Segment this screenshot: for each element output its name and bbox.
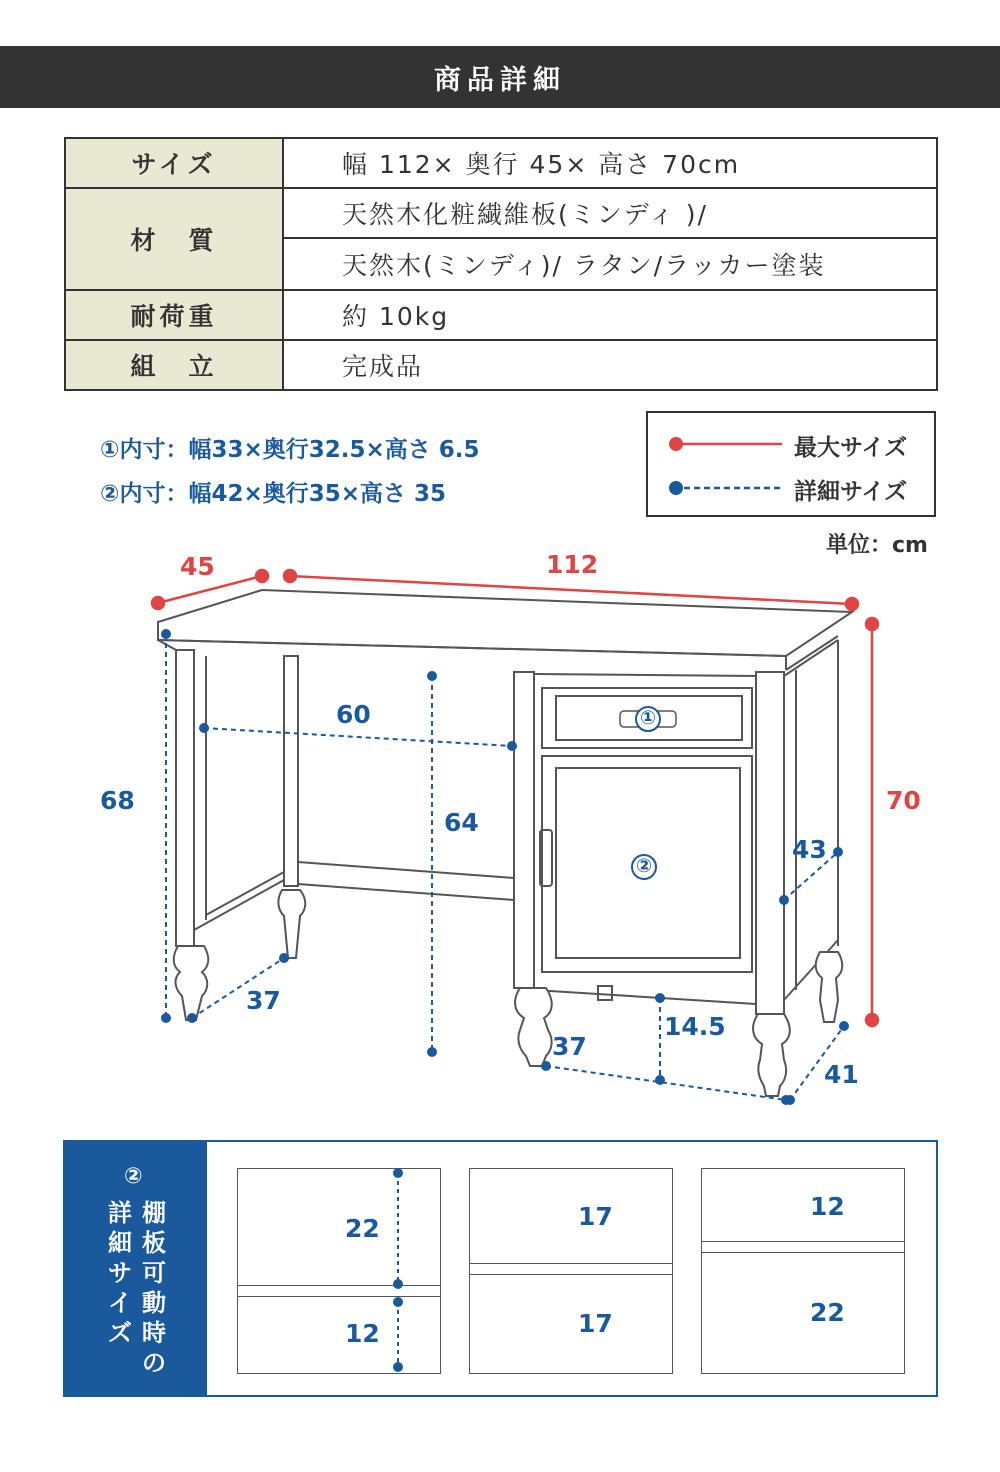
end-dot [655, 993, 665, 1003]
dim-cabinet-side-depth: 41 [824, 1060, 859, 1089]
depth-top-end-a [152, 597, 164, 609]
cabinet-left-post [514, 672, 534, 988]
material-value-2: 天然木(ミンディ)/ ラタン/ラッカー塗装 [283, 238, 937, 290]
height-right-end-a [866, 618, 878, 630]
shelf-board [470, 1263, 672, 1275]
left-front-leg-turning [174, 946, 209, 1020]
section-title: 商品詳細 [434, 64, 566, 96]
end-dot [785, 1095, 795, 1105]
end-dot [199, 723, 209, 733]
end-dot [779, 895, 789, 905]
legend-detail-label: 詳細サイズ [794, 479, 908, 505]
left-stretcher [194, 880, 284, 930]
end-dot [161, 629, 171, 639]
load-label: 耐荷重 [65, 290, 283, 340]
cabinet-top-rail [534, 674, 756, 676]
width-top-end-b [846, 598, 858, 610]
dim-depth-top: 45 [180, 552, 215, 581]
left-front-leg [176, 650, 194, 946]
unit-label: 単位：cm [826, 533, 928, 558]
shelf3-top-dim: 12 [810, 1192, 845, 1221]
door-mark: ② [636, 855, 653, 877]
left-back-leg-turning [278, 890, 305, 958]
inner-dim-drawer: ①内寸：幅33×奥行32.5×高さ 6.5 [100, 437, 480, 463]
cabinet-front-left-leg [515, 988, 552, 1066]
inner-dim-cabinet: ②内寸：幅42×奥行35×高さ 35 [100, 481, 447, 507]
material-value-1: 天然木化粧繊維板(ミンディ )/ [283, 188, 937, 238]
shelf-section [63, 1140, 938, 1397]
cabinet-front-right-leg [753, 1014, 790, 1096]
cabinet-back-right-leg [816, 952, 843, 1022]
end-dot [427, 671, 437, 681]
end-dot [393, 1168, 403, 1178]
shelf1-top-dim: 22 [345, 1214, 380, 1243]
cabinet-right-post [756, 672, 784, 1014]
dim-height-right: 70 [886, 786, 921, 815]
legend-max-label: 最大サイズ [794, 435, 908, 461]
shelf1-bottom-dim: 12 [345, 1319, 380, 1348]
end-dot [833, 847, 843, 857]
cabinet-base [534, 990, 756, 1004]
dim-floor-clearance: 14.5 [664, 1012, 726, 1041]
end-dot [161, 1013, 171, 1023]
end-dot [393, 1279, 403, 1289]
material-label: 材 質 [65, 188, 283, 290]
end-dot [393, 1362, 403, 1372]
end-dot [541, 1061, 551, 1071]
end-dot [279, 953, 289, 963]
shelf-board [702, 1241, 904, 1253]
detail-dimension-ends [161, 629, 849, 1105]
end-dot [507, 741, 517, 751]
end-dot [839, 1021, 849, 1031]
width-top-end-a [284, 570, 296, 582]
drawer-mark: ① [640, 707, 657, 729]
end-dot [393, 1297, 403, 1307]
shelf3-bottom-dim: 22 [810, 1298, 845, 1327]
dim-leg-depth-right: 37 [552, 1032, 587, 1061]
cabinet-foot [598, 986, 612, 1000]
dim-inner-width: 60 [336, 700, 371, 729]
shelf2-bottom-dim: 17 [578, 1309, 613, 1338]
left-stretcher-2 [206, 872, 284, 915]
shelf2-top-dim: 17 [578, 1202, 613, 1231]
load-value: 約 10kg [283, 290, 937, 340]
shelf-section-col2: 詳 細 サ イ ズ [108, 1199, 132, 1347]
shelf-layout-2 [469, 1168, 673, 1374]
inner-width-line [204, 728, 512, 746]
desk-drawing [158, 590, 852, 1096]
dim-leg-depth-left: 37 [246, 986, 281, 1015]
shelf-layout-3 [701, 1168, 905, 1374]
dim-width-top: 112 [546, 550, 599, 579]
end-dot [187, 1013, 197, 1023]
assembly-value: 完成品 [283, 340, 937, 390]
shelf-section-col1: 棚 板 可 動 時 の [142, 1199, 166, 1377]
left-back-leg [284, 656, 298, 886]
size-label: サイズ [65, 138, 283, 188]
leg-depth-right-line [546, 1066, 786, 1100]
height-right-end-b [866, 1014, 878, 1026]
depth-top-end-b [256, 570, 268, 582]
shelf-section-mark: ② [124, 1164, 143, 1189]
dim-knee-height: 64 [444, 808, 479, 837]
dim-cabinet-depth: 43 [792, 835, 827, 864]
end-dot [655, 1075, 665, 1085]
assembly-label: 組 立 [65, 340, 283, 390]
size-value: 幅 112× 奥行 45× 高さ 70cm [283, 138, 937, 188]
back-rail-bottom [298, 884, 514, 900]
dim-height-left: 68 [100, 786, 135, 815]
back-rail-top [298, 862, 514, 878]
end-dot [427, 1047, 437, 1057]
